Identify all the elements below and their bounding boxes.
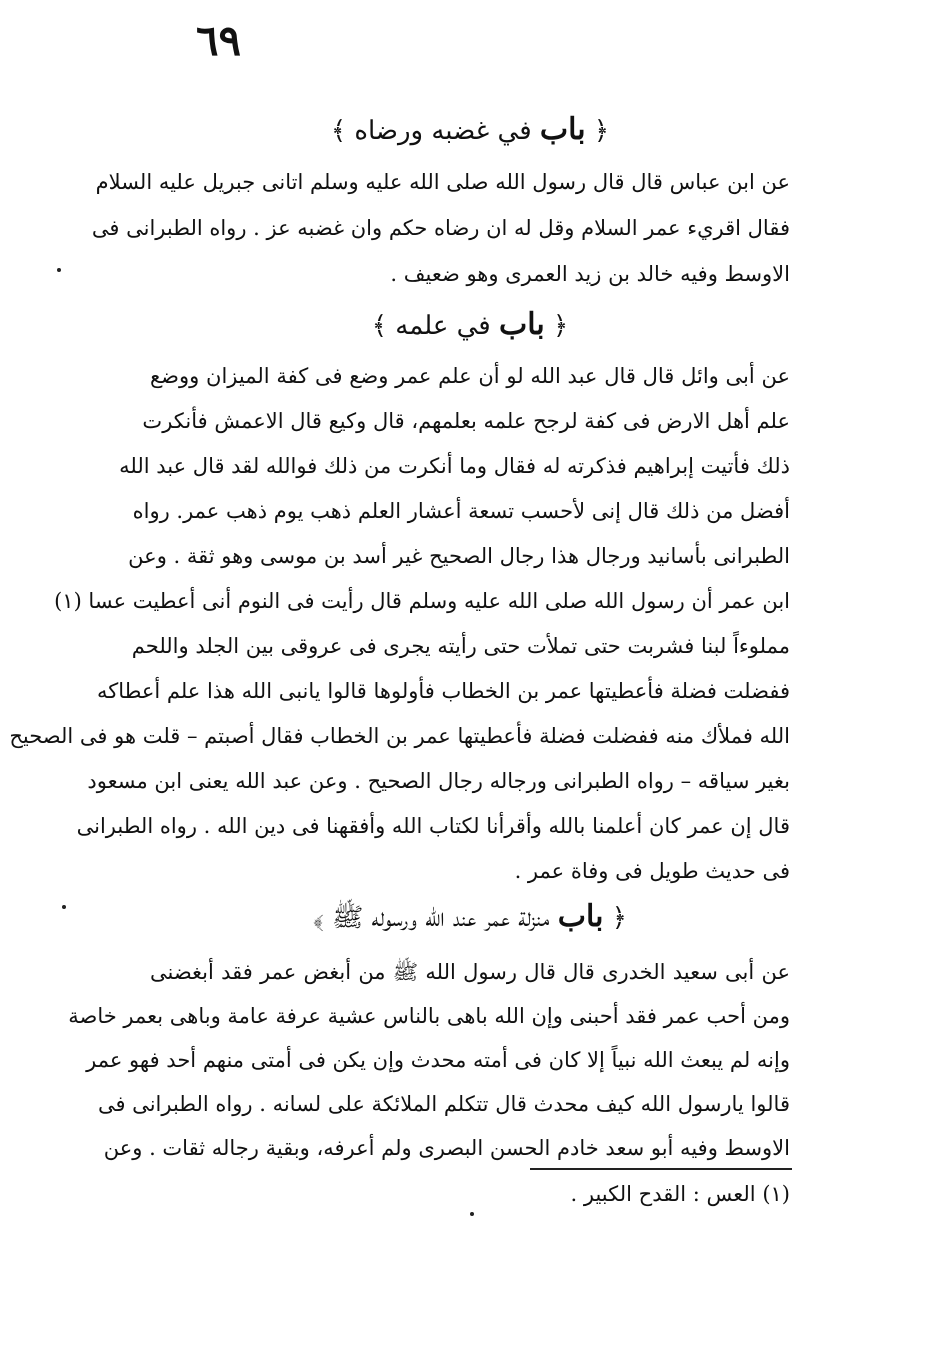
- heading-bracket-open: ﴿: [593, 116, 610, 146]
- footnote: (١) العس : القدح الكبير .: [570, 1182, 790, 1206]
- footnote-divider: [530, 1168, 792, 1170]
- section-paragraph-2: [9, 364, 790, 883]
- heading-bracket-close: ﴾: [371, 311, 387, 341]
- text-line: الاوسط وفيه خالد بن زيد العمرى وهو ضعيف .: [390, 262, 790, 286]
- text-line: ذلك فأتيت إبراهيم فذكرته له فقال وما أنكرت من ذلك فوالله لقد قال عبد الله: [119, 454, 790, 478]
- scan-speck: [470, 1212, 474, 1216]
- text-line: أفضل من ذلك قال إنى لأحسب تسعة أعشار العلم ذهب يوم ذهب عمر. رواه: [132, 499, 790, 523]
- section-heading-anger-pleasure: [150, 112, 790, 147]
- text-line: ابن عمر أن رسول الله صلى الله عليه وسلم قال رأيت فى النوم أنى أعطيت عسا (١): [54, 589, 790, 613]
- heading-bracket-close: ﴾: [313, 903, 324, 933]
- heading-bracket-open: ﴿: [553, 311, 569, 341]
- heading-title: في علمه: [395, 311, 491, 341]
- text-line: وإنه لم يبعث الله نبياً إلا كان فى أمته محدث وإن يكن فى أمتى منهم أحد فهو عمر: [86, 1048, 790, 1072]
- text-line: بغير سياقه – رواه الطبرانى ورجاله رجال الصحيح . وعن عبد الله يعنى ابن مسعود: [87, 769, 790, 793]
- section-paragraph-1: [91, 170, 790, 286]
- heading-bab: باب: [499, 307, 545, 342]
- text-line: فقال اقريء عمر السلام وقل له ان رضاه حكم وان غضبه عز . رواه الطبرانى فى: [91, 216, 790, 240]
- text-line: قال إن عمر كان أعلمنا بالله وأقرأنا لكتاب الله وأفقهنا فى دين الله . رواه الطبرانى: [76, 814, 790, 838]
- text-line: الله فملأك منه ففضلت فضلة فأعطيتها عمر بن الخطاب فقال أصبتم – قلت هو فى الصحيح: [9, 724, 790, 748]
- text-line: الطبرانى بأسانيد ورجال هذا رجال الصحيح غير أسد بن موسى وهو ثقة . وعن: [128, 544, 790, 568]
- heading-title: في غضبه ورضاه: [354, 116, 532, 146]
- page-number: ٦٩: [196, 16, 242, 65]
- section-heading-status: [150, 899, 790, 934]
- text-line: ومن أحب عمر فقد أحبنى وإن الله باهى بالناس عشية عرفة عامة وباهى بعمر خاصة: [68, 1004, 790, 1028]
- text-line: قالوا يارسول الله كيف محدث قال تتكلم الملائكة على لسانه . رواه الطبرانى فى: [97, 1092, 790, 1116]
- heading-bracket-open: ﴿: [611, 903, 627, 933]
- text-line: عن أبى سعيد الخدرى قال قال رسول الله ﷺ من أبغض عمر فقد أبغضنى: [150, 960, 790, 984]
- text-line: عن أبى وائل قال قال عبد الله لو أن علم عمر وضع فى كفة الميزان ووضع: [150, 364, 790, 388]
- text-line: ففضلت فضلة فأعطيتها عمر بن الخطاب فأولوها قالوا يانبى الله هذا علم أعطاكه: [96, 679, 790, 703]
- heading-bab: باب: [557, 899, 604, 934]
- text-line: علم أهل الارض فى كفة لرجح علمه بعلمهم، قال وكيع قال الاعمش فأنكرت: [142, 409, 790, 433]
- text-line: مملوءاً لبنا فشربت حتى تملأت حتى رأيته يجرى فى عروقى بين الجلد واللحم: [131, 634, 790, 658]
- scan-speck: [62, 905, 66, 909]
- text-line: عن ابن عباس قال قال رسول الله صلى الله عليه وسلم اتانى جبريل عليه السلام: [95, 170, 790, 194]
- scan-speck: [57, 268, 61, 272]
- heading-bracket-close: ﴾: [330, 116, 347, 146]
- text-line: فى حديث طويل فى وفاة عمر .: [514, 859, 790, 883]
- text-line: الاوسط وفيه أبو سعد خادم الحسن البصرى ولم أعرفه، وبقية رجاله ثقات . وعن: [103, 1136, 790, 1160]
- section-heading-knowledge: [150, 307, 790, 342]
- heading-bab: باب: [539, 112, 586, 147]
- heading-title: منزلة عمر عند الله ورسوله ﷺ: [331, 903, 550, 933]
- section-paragraph-3: [68, 960, 790, 1160]
